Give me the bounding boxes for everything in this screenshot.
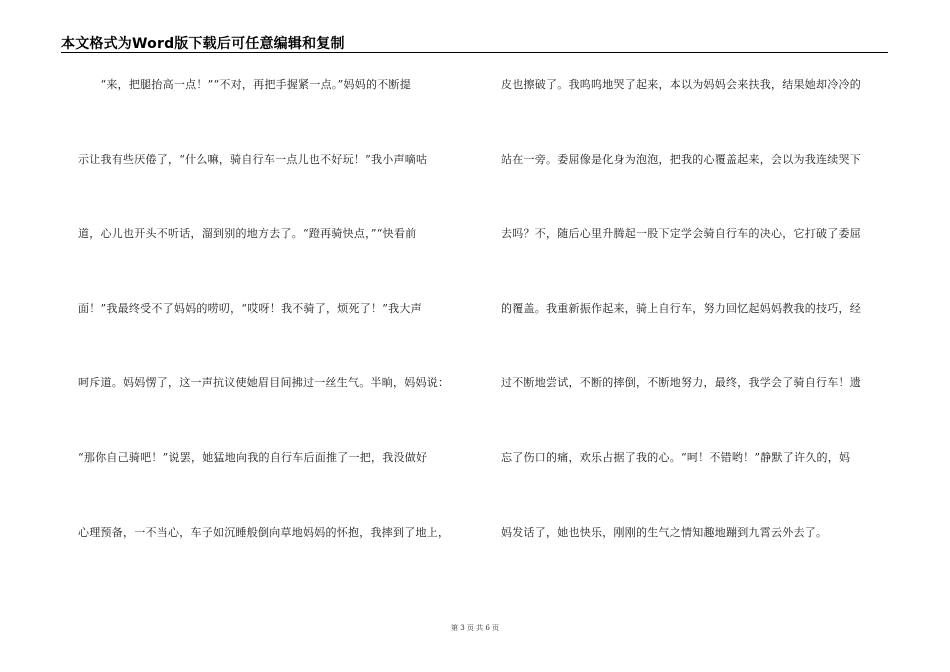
text-line: 心理预备，一不当心，车子如沉睡般倒向草地妈妈的怀抱，我摔到了地上，: [78, 525, 450, 539]
text-line: 道，心儿也开头不听话，溜到别的地方去了。“蹬再骑快点，”“快看前: [78, 227, 417, 241]
text-line: 示让我有些厌倦了，“什么嘛，骑自行车一点儿也不好玩！”我小声嘀咕: [78, 152, 428, 166]
page-number-footer: 第 3 页 共 6 页: [450, 624, 500, 632]
text-line: 忘了伤口的痛，欢乐占据了我的心。“呵！不错哟！”静默了许久的，妈: [501, 450, 851, 464]
text-line: “来，把腿抬高一点！”“不对，再把手握紧一点。”妈妈的不断提: [78, 78, 411, 91]
text-line: 妈发话了，她也快乐，刚刚的生气之情知趣地蹦到九霄云外去了。: [501, 525, 828, 539]
left-text-column: [78, 70, 463, 592]
text-line: 的覆盖。我重新振作起来，骑上自行车，努力回忆起妈妈教我的技巧，经: [501, 301, 861, 315]
text-line: 面！”我最终受不了妈妈的唠叨，“哎呀！我不骑了，烦死了！”我大声: [78, 301, 422, 315]
right-text-column: [501, 70, 886, 592]
text-line: 呵斥道。妈妈愣了，这一声抗议使她眉目间拂过一丝生气。半晌，妈妈说：: [78, 376, 450, 390]
text-line: 皮也擦破了。我呜呜地哭了起来，本以为妈妈会来扶我，结果她却冷冷的: [501, 78, 861, 91]
text-line: “那你自己骑吧！”说罢，她猛地向我的自行车后面推了一把，我没做好: [78, 450, 428, 464]
text-line: 站在一旁。委屈像是化身为泡泡，把我的心覆盖起来，会以为我连续哭下: [501, 152, 861, 166]
header-divider: [61, 52, 888, 53]
text-line: 过不断地尝试，不断的摔倒，不断地努力，最终，我学会了骑自行车！遗: [501, 376, 861, 390]
document-header-title: 本文格式为Word版下载后可任意编辑和复制: [61, 36, 345, 52]
text-line: 去吗？不，随后心里升腾起一股下定学会骑自行车的决心，它打破了委屈: [501, 227, 861, 241]
